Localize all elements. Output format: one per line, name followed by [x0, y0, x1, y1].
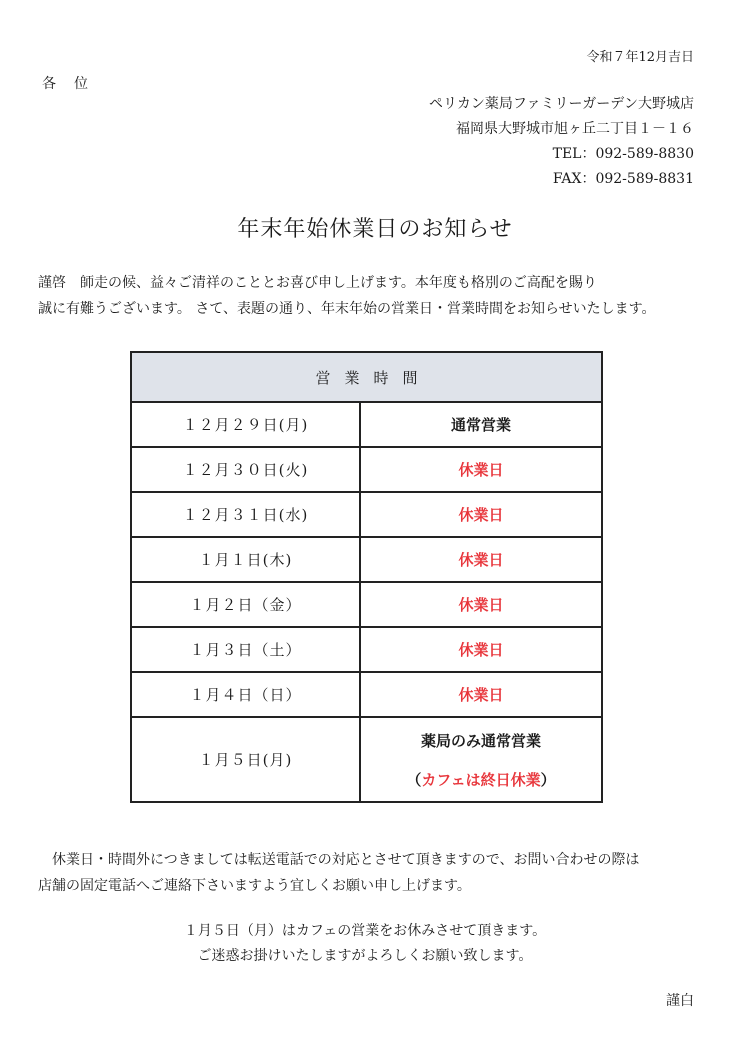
- sender-address: 福岡県大野城市旭ヶ丘二丁目１－１６: [456, 121, 694, 137]
- intro-paragraph: [38, 270, 656, 322]
- document-date: 令和７年12月吉日: [586, 50, 694, 65]
- status-cell: 通常営業: [360, 402, 602, 447]
- table-header: 営業時間: [131, 352, 602, 402]
- table-header-row: [131, 352, 602, 402]
- sender-name: ペリカン薬局ファミリーガーデン大野城店: [428, 96, 694, 112]
- status-cell: [360, 717, 602, 802]
- page-title: 年末年始休業日のお知らせ: [237, 217, 513, 242]
- table-row: [131, 717, 602, 802]
- day-cell: １月５日(月): [131, 717, 360, 802]
- table-row: [131, 492, 602, 537]
- note-text: カフェは終日休業: [421, 770, 541, 789]
- day-cell: １月４日（日）: [131, 672, 360, 717]
- table-row: [131, 672, 602, 717]
- day-cell: １２月２９日(月): [131, 402, 360, 447]
- table-row: [131, 447, 602, 492]
- recipient: 各 位: [42, 76, 90, 92]
- status-text: 薬局のみ通常営業: [420, 731, 541, 750]
- table-row: [131, 537, 602, 582]
- note-paren-open: （: [406, 770, 422, 789]
- day-cell: １月３日（土）: [131, 627, 360, 672]
- day-cell: １２月３０日(火): [131, 447, 360, 492]
- note-paren-close: ）: [540, 770, 556, 789]
- notice-line-2: 店舗の固定電話へご連絡下さいますよう宜しくお願い申し上げます。: [38, 878, 471, 894]
- day-cell: １２月３１日(水): [131, 492, 360, 537]
- cafe-line-1: １月５日（月）はカフェの営業をお休みさせて頂きます。: [183, 923, 547, 939]
- sender-fax: FAX：092-589-8831: [552, 171, 694, 187]
- cafe-closed-note: [361, 769, 601, 790]
- status-cell: 休業日: [360, 492, 602, 537]
- status-cell: 休業日: [360, 582, 602, 627]
- sender-tel: TEL：092-589-8830: [552, 146, 694, 162]
- cafe-line-2: ご迷惑お掛けいたしますがよろしくお願い致します。: [197, 948, 533, 964]
- closing-word: 謹白: [666, 993, 694, 1009]
- notice-paragraph: [38, 847, 639, 899]
- sender-block: [429, 92, 694, 192]
- status-cell: 休業日: [360, 537, 602, 582]
- day-cell: １月２日（金）: [131, 582, 360, 627]
- status-cell: 休業日: [360, 672, 602, 717]
- table-row: [131, 402, 602, 447]
- cafe-notice: [0, 919, 730, 969]
- intro-line-2: 誠に有難うございます。 さて、表題の通り、年末年始の営業日・営業時間をお知らせいたします。: [38, 301, 656, 317]
- status-cell: 休業日: [360, 447, 602, 492]
- status-cell: 休業日: [360, 627, 602, 672]
- business-hours-table: [130, 351, 603, 803]
- table-row: [131, 582, 602, 627]
- notice-line-1: 休業日・時間外につきましては転送電話での対応とさせて頂きますので、お問い合わせの際は: [38, 852, 640, 868]
- table-row: [131, 627, 602, 672]
- day-cell: １月１日(木): [131, 537, 360, 582]
- intro-line-1: 謹啓 師走の候、益々ご清祥のこととお喜び申し上げます。本年度も格別のご高配を賜り: [38, 275, 597, 291]
